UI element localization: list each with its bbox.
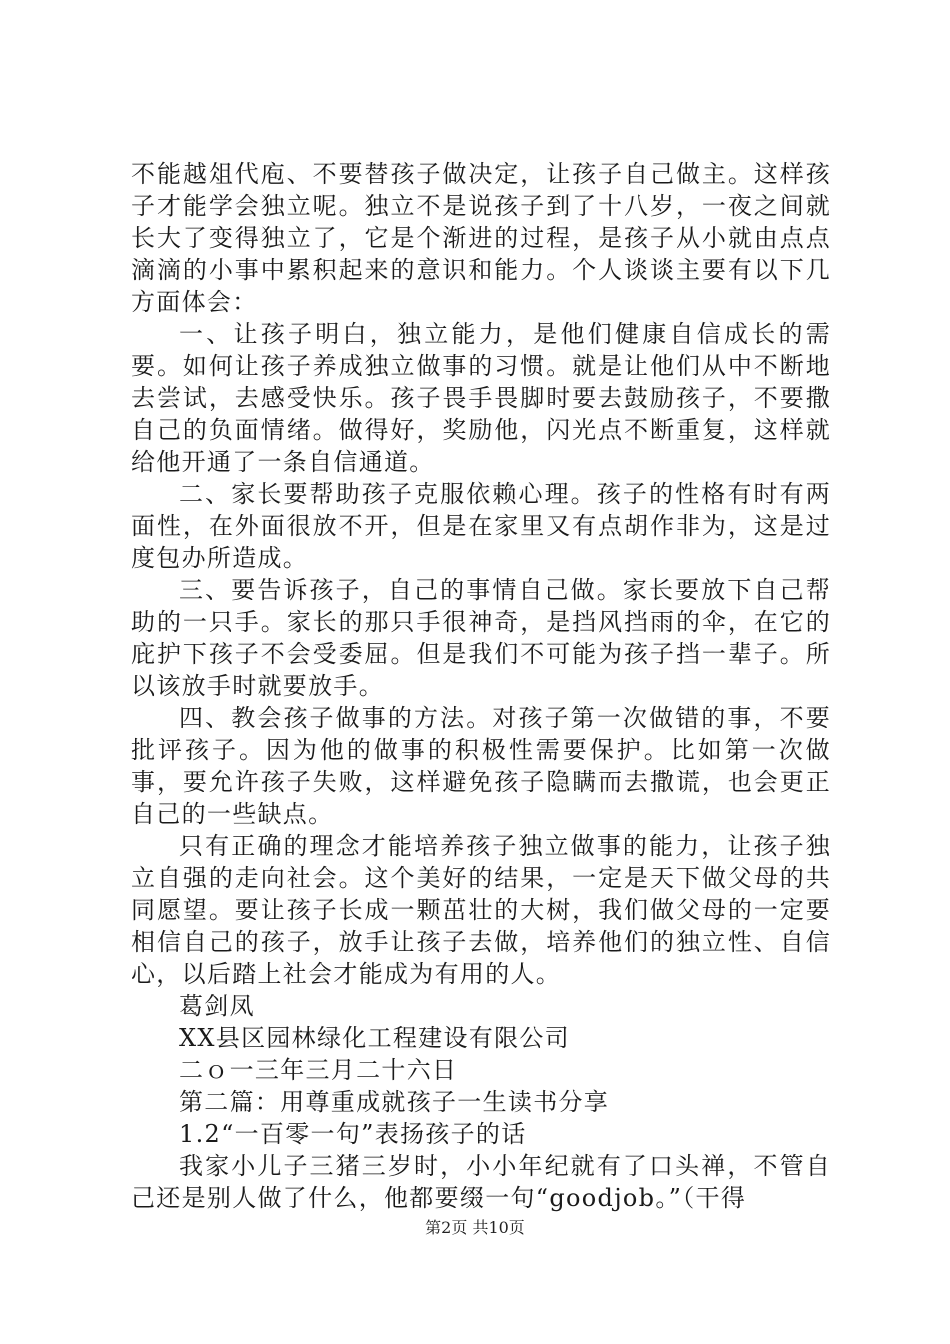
subsection-heading: 1.2“一百零一句”表扬孩子的话 xyxy=(179,1120,527,1148)
document-date: 二ｏ一三年三月二十六日 xyxy=(179,1056,458,1084)
body-paragraph: 只有正确的理念才能培养孩子独立做事的能力，让孩子独立自强的走向社会。这个美好的结果，一定是天下做父母的共同愿望。要让孩子长成一颗茁壮的大树，我们做父母的一定要相信自己的孩子，放手让孩子去做，培养他们的独立性、自信心，以后踏上社会才能成为有用的人。 xyxy=(131,832,831,988)
body-paragraph: 三、要告诉孩子，自己的事情自己做。家长要放下自己帮助的一只手。家长的那只手很神奇，是挡风挡雨的伞，在它的庇护下孩子不会受委屈。但是我们不可能为孩子挡一辈子。所以该放手时就要放手。 xyxy=(131,576,831,700)
author-name: 葛剑凤 xyxy=(179,992,255,1020)
body-paragraph: 二、家长要帮助孩子克服依赖心理。孩子的性格有时有两面性，在外面很放不开，但是在家里又有点胡作非为，这是过度包办所造成。 xyxy=(131,480,831,572)
body-paragraph: 四、教会孩子做事的方法。对孩子第一次做错的事，不要批评孩子。因为他的做事的积极性需要保护。比如第一次做事，要允许孩子失败，这样避免孩子隐瞒而去撒谎，也会更正自己的一些缺点。 xyxy=(131,704,831,828)
document-body xyxy=(131,158,831,1214)
page-number-footer: 第2页 共10页 xyxy=(425,1218,525,1237)
body-paragraph: 一、让孩子明白，独立能力，是他们健康自信成长的需要。如何让孩子养成独立做事的习惯。就是让他们从中不断地去尝试，去感受快乐。孩子畏手畏脚时要去鼓励孩子，不要撒自己的负面情绪。做得好，奖励他，闪光点不断重复，这样就给他开通了一条自信通道。 xyxy=(131,320,831,476)
body-paragraph: 我家小儿子三猪三岁时，小小年纪就有了口头禅，不管自己还是别人做了什么，他都要缀一句“goodjob。”（干得 xyxy=(131,1152,831,1212)
organization-name: XX县区园林绿化工程建设有限公司 xyxy=(179,1024,570,1052)
body-paragraph: 不能越俎代庖、不要替孩子做决定，让孩子自己做主。这样孩子才能学会独立呢。独立不是说孩子到了十八岁，一夜之间就长大了变得独立了，它是个渐进的过程，是孩子从小就由点点滴滴的小事中累积起来的意识和能力。个人谈谈主要有以下几方面体会： xyxy=(131,160,831,316)
section-heading: 第二篇：用尊重成就孩子一生读书分享 xyxy=(179,1088,610,1116)
